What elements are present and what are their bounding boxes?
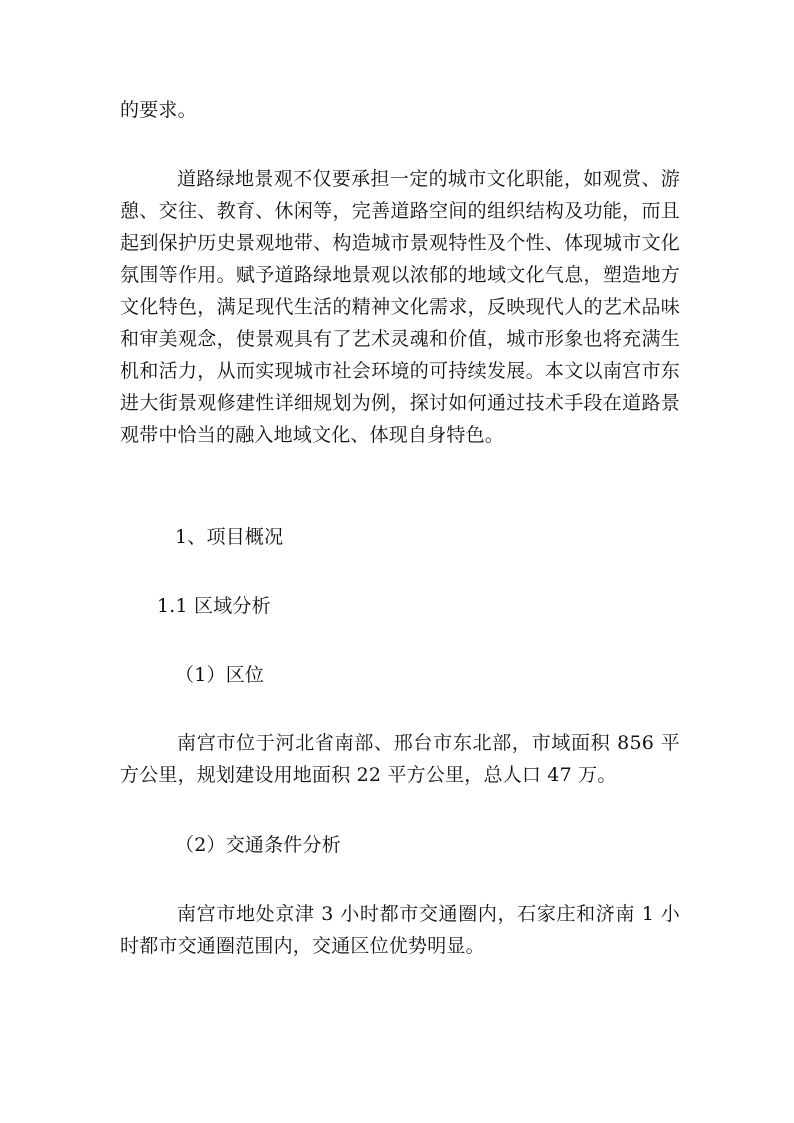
intro-paragraph: 道路绿地景观不仅要承担一定的城市文化职能，如观赏、游憩、交往、教育、休闲等，完善道路空间的组织结构及功能，而且起到保护历史景观地带、构造城市景观特性及个性、体现城市文化氛围等作用。赋予道路绿地景观以浓郁的地域文化气息，塑造地方文化特色，满足现代生活的精神文化需求，反映现代人的艺术品味和审美观念，使景观具有了艺术灵魂和价值，城市形象也将充满生机和活力，从而实现城市社会环境的可持续发展。本文以南宫市东进大街景观修建性详细规划为例，探讨如何通过技术手段在道路景观带中恰当的融入地域文化、体现自身特色。 bbox=[120, 168, 680, 446]
traffic-paragraph: 南宫市地处京津 3 小时都市交通圈内，石家庄和济南 1 小时都市交通圈范围内，交通区位优势明显。 bbox=[120, 903, 680, 957]
location-paragraph: 南宫市位于河北省南部、邢台市东北部，市域面积 856 平方公里，规划建设用地面积 22 平方公里，总人口 47 万。 bbox=[120, 732, 680, 786]
continued-paragraph: 的要求。 bbox=[120, 99, 197, 121]
subheading-location: （1）区位 bbox=[175, 664, 265, 686]
subsection-heading-regional-analysis: 1.1 区域分析 bbox=[157, 595, 271, 617]
section-heading-project-overview: 1、项目概况 bbox=[175, 526, 284, 548]
subheading-traffic: （2）交通条件分析 bbox=[175, 834, 341, 856]
